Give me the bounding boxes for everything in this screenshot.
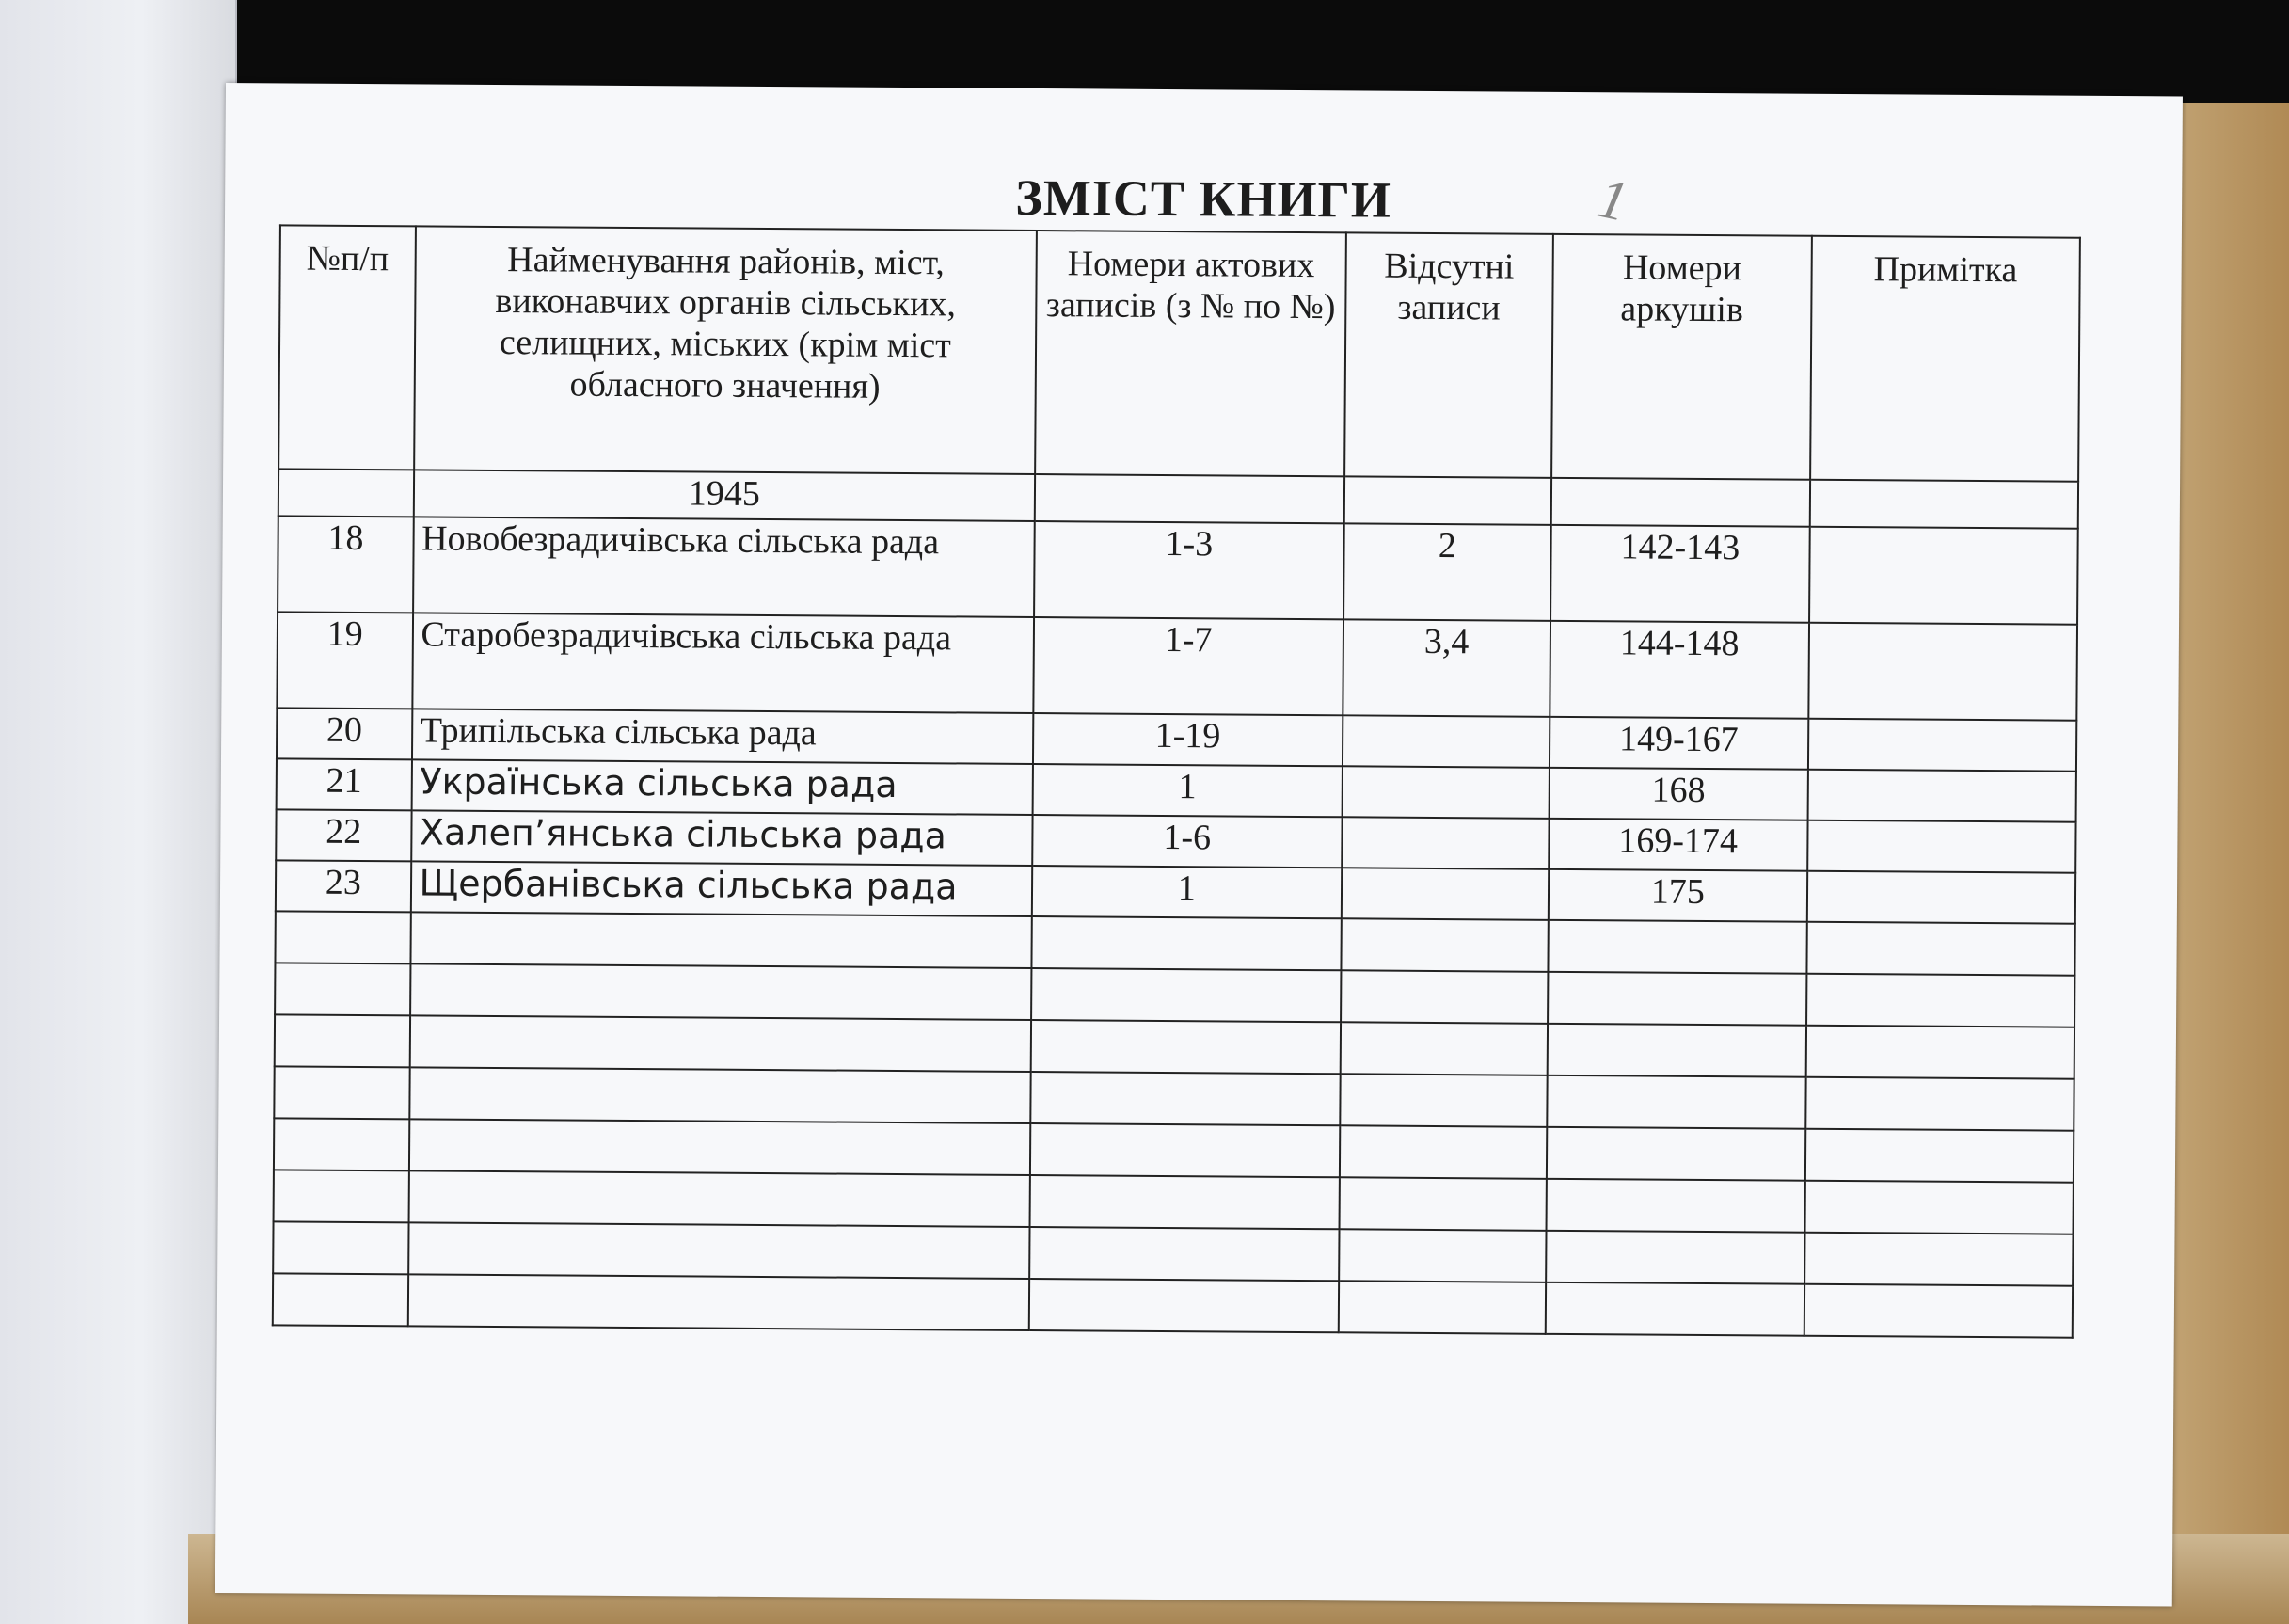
empty-cell (1341, 970, 1549, 1024)
empty-cell (1546, 1282, 1804, 1336)
empty-cell (1030, 1072, 1340, 1125)
row-missing (1342, 766, 1550, 819)
header-note: Примітка (1810, 236, 2080, 482)
row-acts: 1-3 (1034, 521, 1343, 619)
row-name: Українська сільська рада (411, 759, 1033, 815)
table-row (277, 612, 2077, 720)
empty-cell (1029, 1279, 1339, 1332)
empty-cell (410, 912, 1032, 968)
document-page (215, 83, 2183, 1606)
empty-cell (275, 911, 410, 963)
empty-cell (275, 963, 410, 1015)
empty-cell (274, 1066, 409, 1119)
row-name: Щербанівська сільська рада (410, 861, 1032, 916)
row-missing (1341, 868, 1549, 920)
row-sheets: 142-143 (1550, 525, 1810, 623)
empty-cell (1547, 1075, 1805, 1129)
empty-cell (1548, 1024, 1806, 1077)
empty-cell (408, 1170, 1030, 1227)
empty-cell (1804, 1181, 2074, 1234)
row-num: 19 (277, 612, 412, 709)
empty-cell (1806, 922, 2075, 976)
row-note (1808, 719, 2077, 772)
empty-cell (409, 1015, 1031, 1072)
row-note (1808, 623, 2077, 721)
row-sheets: 144-148 (1550, 621, 1809, 719)
empty-cell (1546, 1179, 1804, 1233)
pencil-page-number: 1 (1592, 166, 1634, 233)
empty-cell (1340, 1074, 1548, 1127)
header-acts: Номери актових записів (з № по №) (1035, 231, 1345, 476)
empty-cell (1031, 968, 1341, 1022)
empty-cell (274, 1118, 409, 1170)
empty-cell (1548, 972, 1806, 1026)
empty-cell (1804, 1233, 2074, 1286)
empty-cell (407, 1274, 1029, 1330)
empty-cell (1805, 1077, 2074, 1131)
empty-cell (1805, 1129, 2074, 1183)
row-acts: 1-7 (1033, 617, 1343, 715)
year-cell-empty (1551, 478, 1810, 527)
empty-cell (1339, 1229, 1547, 1282)
row-acts: 1-6 (1032, 815, 1342, 868)
row-acts: 1 (1032, 866, 1342, 918)
empty-cell (275, 1014, 410, 1067)
row-num: 23 (276, 860, 411, 912)
empty-cell (1804, 1284, 2073, 1338)
row-num: 18 (278, 516, 413, 613)
empty-cell (274, 1170, 409, 1222)
row-name: Старобезрадичівська сільська рада (412, 613, 1034, 713)
empty-cell (1031, 1020, 1341, 1074)
empty-cell (1805, 1026, 2074, 1079)
row-acts: 1 (1033, 764, 1343, 817)
year-cell-empty (1035, 474, 1344, 523)
row-missing: 3,4 (1343, 619, 1550, 717)
empty-cell (408, 1222, 1030, 1279)
year-cell-empty (1343, 476, 1551, 525)
row-num: 20 (277, 708, 412, 759)
empty-cell (273, 1273, 408, 1326)
empty-cell (409, 1067, 1031, 1123)
row-missing (1342, 817, 1550, 869)
year-cell-empty (1809, 480, 2078, 529)
row-sheets: 168 (1549, 768, 1807, 820)
row-num: 22 (276, 809, 411, 861)
year-cell-empty (278, 469, 414, 517)
empty-cell (409, 1119, 1031, 1175)
row-note (1807, 770, 2076, 822)
row-num: 21 (277, 758, 412, 810)
row-acts: 1-19 (1033, 713, 1343, 766)
empty-cell (1340, 1022, 1548, 1075)
header-missing: Відсутні записи (1344, 232, 1553, 478)
header-num: №п/п (278, 225, 415, 470)
page-title: ЗМІСТ КНИГИ (1015, 168, 1392, 229)
row-name: Трипільська сільська рада (412, 709, 1034, 764)
row-sheets: 169-174 (1549, 819, 1807, 871)
empty-cell (1806, 974, 2075, 1027)
row-missing: 2 (1343, 523, 1551, 621)
empty-cell (1030, 1123, 1340, 1177)
row-missing (1342, 715, 1550, 768)
row-sheets: 175 (1549, 869, 1807, 922)
empty-cell (1338, 1281, 1546, 1334)
empty-cell (273, 1221, 408, 1274)
empty-cell (1546, 1231, 1804, 1284)
empty-cell (1339, 1125, 1547, 1179)
left-page (0, 0, 237, 1624)
empty-cell (1029, 1227, 1339, 1281)
row-note (1806, 871, 2075, 924)
header-row (278, 225, 2080, 481)
row-sheets: 149-167 (1550, 717, 1808, 770)
empty-cell (1032, 916, 1342, 970)
empty-cell (1547, 1127, 1805, 1181)
table-row (278, 516, 2078, 624)
header-name: Найменування районів, міст, виконавчих органів сільських, селищних, міських (крім міст обласного значення) (414, 226, 1037, 474)
row-note (1807, 820, 2076, 873)
contents-body (273, 469, 2078, 1337)
row-name: Новобезрадичівська сільська рада (413, 517, 1035, 617)
empty-cell (1341, 918, 1549, 972)
header-sheets: Номери аркушів (1551, 234, 1812, 480)
year-label: 1945 (413, 470, 1035, 521)
row-name: Халеп’янська сільська рада (411, 810, 1033, 866)
row-note (1809, 527, 2078, 625)
empty-cell (1030, 1175, 1340, 1229)
empty-cell (1339, 1177, 1547, 1231)
contents-table (272, 224, 2081, 1338)
empty-cell (410, 963, 1032, 1020)
empty-cell (1548, 920, 1806, 974)
